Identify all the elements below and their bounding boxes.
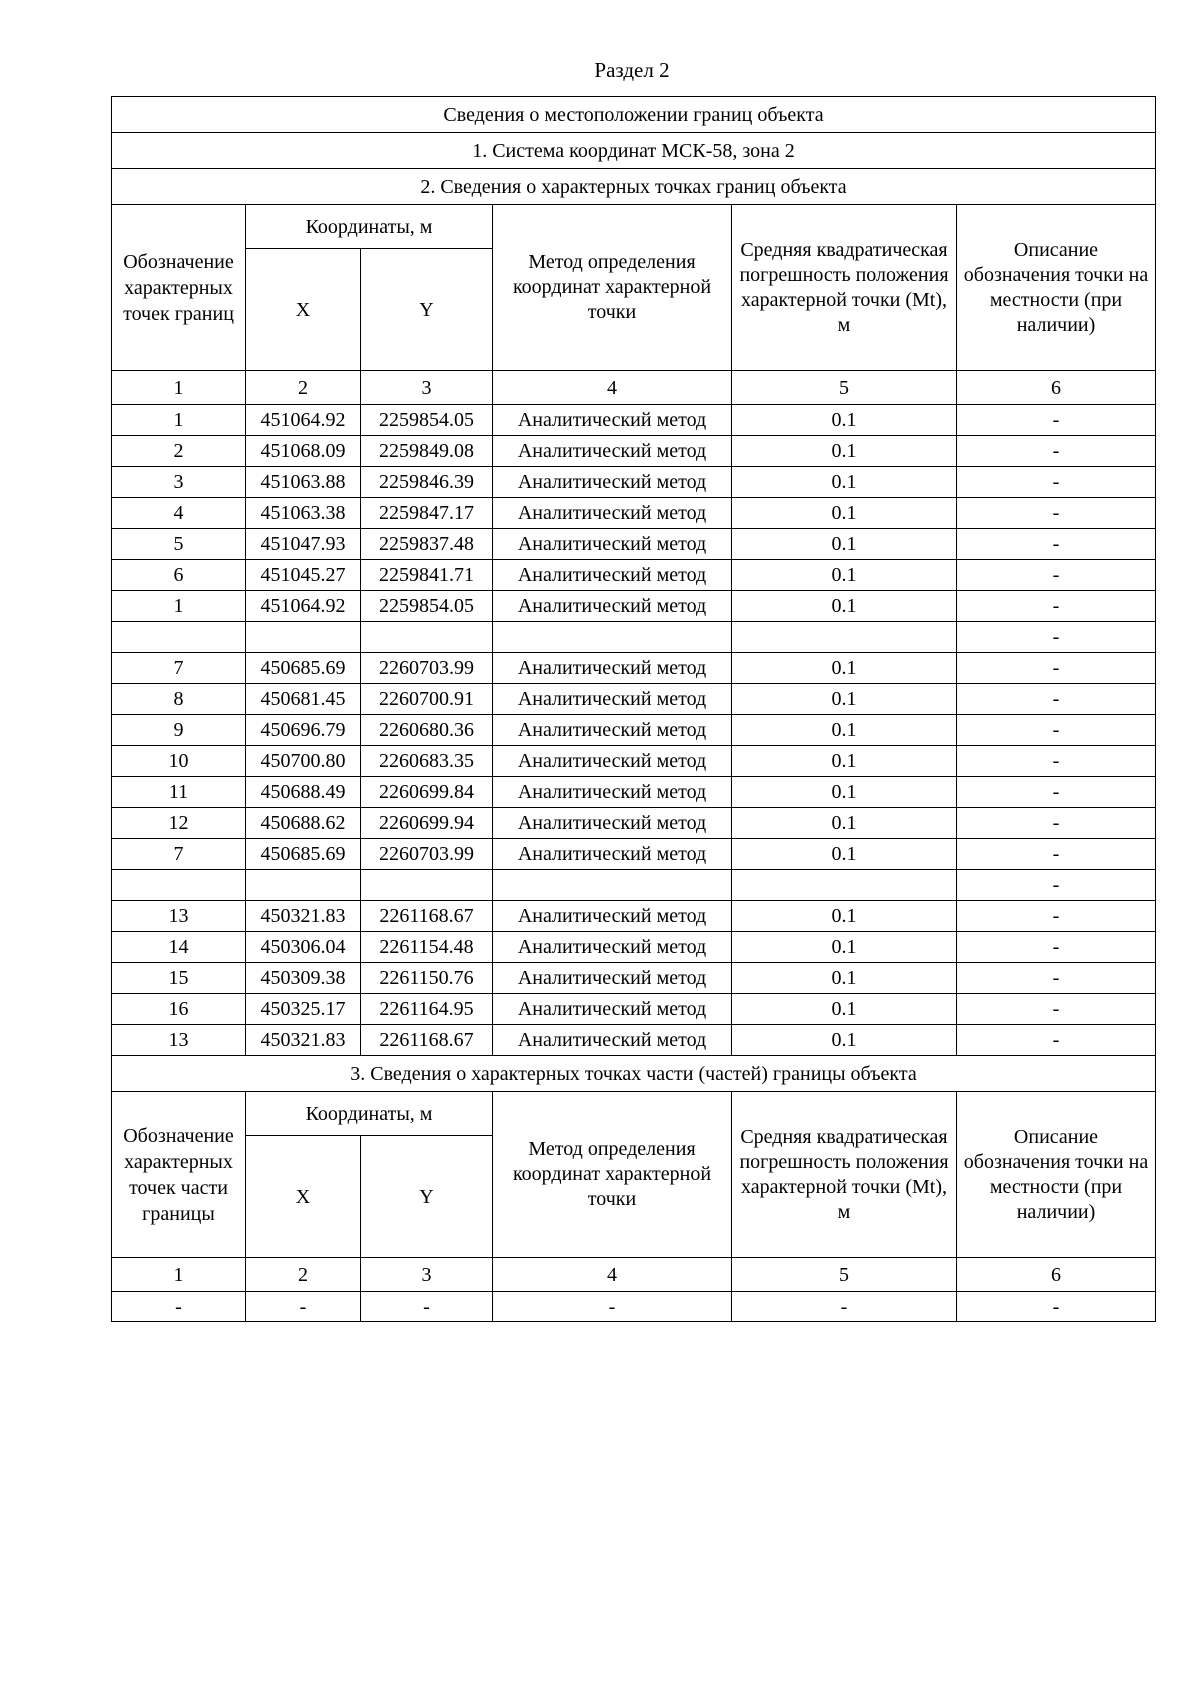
table-row <box>112 1025 1156 1056</box>
x-cell: 450325.17 <box>246 994 361 1025</box>
method-cell: Аналитический метод <box>493 405 732 436</box>
accuracy-cell: 0.1 <box>732 715 957 746</box>
column-number: 4 <box>493 1258 732 1292</box>
table-header: Сведения о местоположении границ объекта <box>112 97 1156 133</box>
description-cell: - <box>957 746 1156 777</box>
accuracy-cell: 0.1 <box>732 653 957 684</box>
table-row <box>112 498 1156 529</box>
y-cell: 2260680.36 <box>361 715 493 746</box>
accuracy-cell: 0.1 <box>732 405 957 436</box>
x-cell: 450696.79 <box>246 715 361 746</box>
point-number-cell <box>112 870 246 901</box>
method-cell: Аналитический метод <box>493 932 732 963</box>
y-cell: - <box>361 1292 493 1322</box>
x-header: X <box>246 1136 361 1258</box>
table-row <box>112 529 1156 560</box>
point-number-cell: 3 <box>112 467 246 498</box>
description-cell: - <box>957 994 1156 1025</box>
x-cell: 450685.69 <box>246 653 361 684</box>
point-number-cell: 11 <box>112 777 246 808</box>
table-row <box>112 808 1156 839</box>
point-number-cell: 6 <box>112 560 246 591</box>
description-cell: - <box>957 839 1156 870</box>
table-row <box>112 870 1156 901</box>
x-cell: 451064.92 <box>246 591 361 622</box>
column-number: 2 <box>246 371 361 405</box>
method-cell: Аналитический метод <box>493 1025 732 1056</box>
description-cell: - <box>957 870 1156 901</box>
method-cell: Аналитический метод <box>493 529 732 560</box>
table-row <box>112 994 1156 1025</box>
method-cell: Аналитический метод <box>493 994 732 1025</box>
description-cell: - <box>957 684 1156 715</box>
y-cell: 2259841.71 <box>361 560 493 591</box>
accuracy-cell: 0.1 <box>732 436 957 467</box>
point-number-cell: 10 <box>112 746 246 777</box>
point-number-cell: - <box>112 1292 246 1322</box>
method-cell: Аналитический метод <box>493 808 732 839</box>
x-cell: 450688.62 <box>246 808 361 839</box>
description-cell: - <box>957 467 1156 498</box>
y-cell: 2261168.67 <box>361 1025 493 1056</box>
accuracy-cell: 0.1 <box>732 746 957 777</box>
accuracy-cell: 0.1 <box>732 591 957 622</box>
table-row <box>112 560 1156 591</box>
method-cell: Аналитический метод <box>493 901 732 932</box>
part-point-label-header: Обозначение характерных точек части границы <box>112 1092 246 1258</box>
x-header: X <box>246 249 361 371</box>
description-cell: - <box>957 1025 1156 1056</box>
accuracy-cell: 0.1 <box>732 684 957 715</box>
y-cell: 2260699.94 <box>361 808 493 839</box>
section2-title: 2. Сведения о характерных точках границ объекта <box>112 169 1156 205</box>
y-cell: 2260703.99 <box>361 653 493 684</box>
accuracy-cell <box>732 622 957 653</box>
description-cell: - <box>957 591 1156 622</box>
description-cell: - <box>957 808 1156 839</box>
description-cell: - <box>957 1292 1156 1322</box>
method-cell: Аналитический метод <box>493 591 732 622</box>
point-number-cell: 1 <box>112 591 246 622</box>
description-cell: - <box>957 436 1156 467</box>
table-row <box>112 1292 1156 1322</box>
x-cell: 450688.49 <box>246 777 361 808</box>
column-number: 4 <box>493 371 732 405</box>
section3-title: 3. Сведения о характерных точках части (частей) границы объекта <box>112 1056 1156 1092</box>
point-number-cell <box>112 622 246 653</box>
description-cell: - <box>957 963 1156 994</box>
method-cell: - <box>493 1292 732 1322</box>
method-cell: Аналитический метод <box>493 436 732 467</box>
description-cell: - <box>957 405 1156 436</box>
description-cell: - <box>957 560 1156 591</box>
method-cell: Аналитический метод <box>493 839 732 870</box>
method-cell: Аналитический метод <box>493 498 732 529</box>
x-cell: 450321.83 <box>246 1025 361 1056</box>
y-cell: 2259854.05 <box>361 405 493 436</box>
point-number-cell: 8 <box>112 684 246 715</box>
method-cell: Аналитический метод <box>493 746 732 777</box>
column-number-row <box>112 1258 1156 1292</box>
column-number: 5 <box>732 1258 957 1292</box>
x-cell: 451068.09 <box>246 436 361 467</box>
accuracy-cell: 0.1 <box>732 963 957 994</box>
description-cell: - <box>957 715 1156 746</box>
column-number: 5 <box>732 371 957 405</box>
column-number: 1 <box>112 371 246 405</box>
method-cell: Аналитический метод <box>493 653 732 684</box>
method-cell: Аналитический метод <box>493 467 732 498</box>
description-cell: - <box>957 653 1156 684</box>
y-cell: 2260700.91 <box>361 684 493 715</box>
point-number-cell: 14 <box>112 932 246 963</box>
y-cell <box>361 870 493 901</box>
description-cell: - <box>957 932 1156 963</box>
x-cell: 451063.38 <box>246 498 361 529</box>
point-label-header: Обозначение характерных точек границ <box>112 205 246 371</box>
y-cell: 2260683.35 <box>361 746 493 777</box>
y-cell: 2259849.08 <box>361 436 493 467</box>
accuracy-cell: 0.1 <box>732 498 957 529</box>
x-cell: 450685.69 <box>246 839 361 870</box>
method-header: Метод определения координат характерной точки <box>493 1092 732 1258</box>
table-row <box>112 777 1156 808</box>
x-cell: 451047.93 <box>246 529 361 560</box>
accuracy-cell: 0.1 <box>732 529 957 560</box>
column-number-row <box>112 371 1156 405</box>
column-number: 6 <box>957 1258 1156 1292</box>
table-row <box>112 405 1156 436</box>
accuracy-cell: 0.1 <box>732 777 957 808</box>
y-cell: 2261168.67 <box>361 901 493 932</box>
column-number: 3 <box>361 371 493 405</box>
x-cell: 451063.88 <box>246 467 361 498</box>
point-number-cell: 2 <box>112 436 246 467</box>
table-row <box>112 684 1156 715</box>
table-row <box>112 467 1156 498</box>
point-number-cell: 13 <box>112 1025 246 1056</box>
y-cell: 2261150.76 <box>361 963 493 994</box>
table-row <box>112 963 1156 994</box>
point-number-cell: 9 <box>112 715 246 746</box>
accuracy-cell: 0.1 <box>732 467 957 498</box>
y-cell: 2259837.48 <box>361 529 493 560</box>
y-header: Y <box>361 1136 493 1258</box>
y-cell: 2261154.48 <box>361 932 493 963</box>
y-cell: 2260699.84 <box>361 777 493 808</box>
column-number: 2 <box>246 1258 361 1292</box>
table-row <box>112 715 1156 746</box>
column-number: 3 <box>361 1258 493 1292</box>
accuracy-cell: 0.1 <box>732 808 957 839</box>
accuracy-cell: 0.1 <box>732 839 957 870</box>
table-row <box>112 932 1156 963</box>
method-header: Метод определения координат характерной точки <box>493 205 732 371</box>
boundary-table <box>111 96 1156 1322</box>
section-title: Раздел 2 <box>594 58 670 82</box>
description-cell: - <box>957 901 1156 932</box>
y-cell <box>361 622 493 653</box>
table-row <box>112 436 1156 467</box>
description-header: Описание обозначения точки на местности (при наличии) <box>957 1092 1156 1258</box>
point-number-cell: 1 <box>112 405 246 436</box>
coords-group-header: Координаты, м <box>246 1092 493 1136</box>
table-row <box>112 901 1156 932</box>
accuracy-cell: 0.1 <box>732 1025 957 1056</box>
x-cell: 450681.45 <box>246 684 361 715</box>
accuracy-cell: - <box>732 1292 957 1322</box>
point-number-cell: 5 <box>112 529 246 560</box>
accuracy-cell: 0.1 <box>732 932 957 963</box>
column-number: 1 <box>112 1258 246 1292</box>
method-cell: Аналитический метод <box>493 684 732 715</box>
point-number-cell: 13 <box>112 901 246 932</box>
point-number-cell: 7 <box>112 839 246 870</box>
description-header: Описание обозначения точки на местности (при наличии) <box>957 205 1156 371</box>
method-cell: Аналитический метод <box>493 777 732 808</box>
x-cell: 450309.38 <box>246 963 361 994</box>
accuracy-cell: 0.1 <box>732 994 957 1025</box>
table-row <box>112 622 1156 653</box>
x-cell: - <box>246 1292 361 1322</box>
y-header: Y <box>361 249 493 371</box>
x-cell: 451064.92 <box>246 405 361 436</box>
accuracy-header: Средняя квадратичеcкая погрешность положения характерной точки (Mt), м <box>732 1092 957 1258</box>
accuracy-cell: 0.1 <box>732 901 957 932</box>
x-cell <box>246 870 361 901</box>
point-number-cell: 15 <box>112 963 246 994</box>
method-cell: Аналитический метод <box>493 715 732 746</box>
description-cell: - <box>957 498 1156 529</box>
x-cell: 450700.80 <box>246 746 361 777</box>
y-cell: 2259846.39 <box>361 467 493 498</box>
table-row <box>112 839 1156 870</box>
table-row <box>112 591 1156 622</box>
description-cell: - <box>957 777 1156 808</box>
y-cell: 2259854.05 <box>361 591 493 622</box>
point-number-cell: 16 <box>112 994 246 1025</box>
y-cell: 2261164.95 <box>361 994 493 1025</box>
point-number-cell: 4 <box>112 498 246 529</box>
method-cell <box>493 622 732 653</box>
coord-system: 1. Система координат МСК-58, зона 2 <box>112 133 1156 169</box>
method-cell: Аналитический метод <box>493 963 732 994</box>
point-number-cell: 12 <box>112 808 246 839</box>
accuracy-cell <box>732 870 957 901</box>
point-number-cell: 7 <box>112 653 246 684</box>
x-cell: 450306.04 <box>246 932 361 963</box>
table-row <box>112 653 1156 684</box>
description-cell: - <box>957 529 1156 560</box>
column-number: 6 <box>957 371 1156 405</box>
y-cell: 2260703.99 <box>361 839 493 870</box>
x-cell <box>246 622 361 653</box>
method-cell <box>493 870 732 901</box>
accuracy-header: Средняя квадратичеcкая погрешность положения характерной точки (Mt), м <box>732 205 957 371</box>
x-cell: 450321.83 <box>246 901 361 932</box>
method-cell: Аналитический метод <box>493 560 732 591</box>
coords-group-header: Координаты, м <box>246 205 493 249</box>
table-row <box>112 746 1156 777</box>
description-cell: - <box>957 622 1156 653</box>
y-cell: 2259847.17 <box>361 498 493 529</box>
x-cell: 451045.27 <box>246 560 361 591</box>
accuracy-cell: 0.1 <box>732 560 957 591</box>
